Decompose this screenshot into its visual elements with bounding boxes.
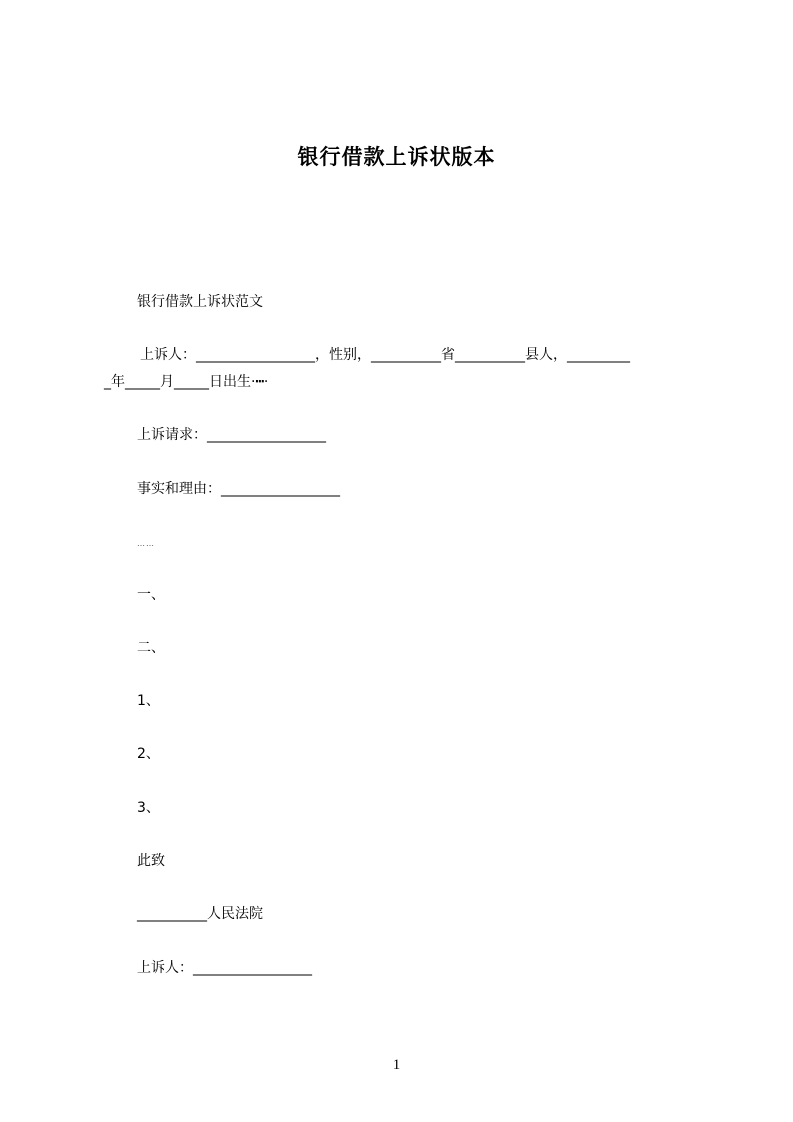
appeal-request: 上诉请求：_________________ — [137, 427, 326, 443]
list-item-two: 二、 — [137, 640, 165, 656]
appellant-info-line-2: _年_____月_____日出生·┅· — [104, 374, 269, 390]
list-item-2: 2、 — [137, 746, 160, 762]
salutation: 此致 — [137, 853, 165, 869]
appellant-signature: 上诉人：_________________ — [137, 960, 312, 976]
page-number: 1 — [392, 1057, 401, 1073]
list-item-1: 1、 — [137, 693, 160, 709]
ellipsis-marker: …… — [137, 539, 155, 548]
appellant-info-line-1: 上诉人：_________________，性别，__________省__________县人，_________ — [140, 347, 630, 363]
court-name: __________人民法院 — [137, 906, 263, 922]
list-item-3: 3、 — [137, 800, 160, 816]
facts-and-reasons: 事实和理由：_________________ — [137, 481, 340, 497]
document-title: 银行借款上诉状版本 — [297, 145, 496, 169]
document-subtitle: 银行借款上诉状范文 — [137, 294, 263, 310]
list-item-one: 一、 — [137, 587, 165, 603]
